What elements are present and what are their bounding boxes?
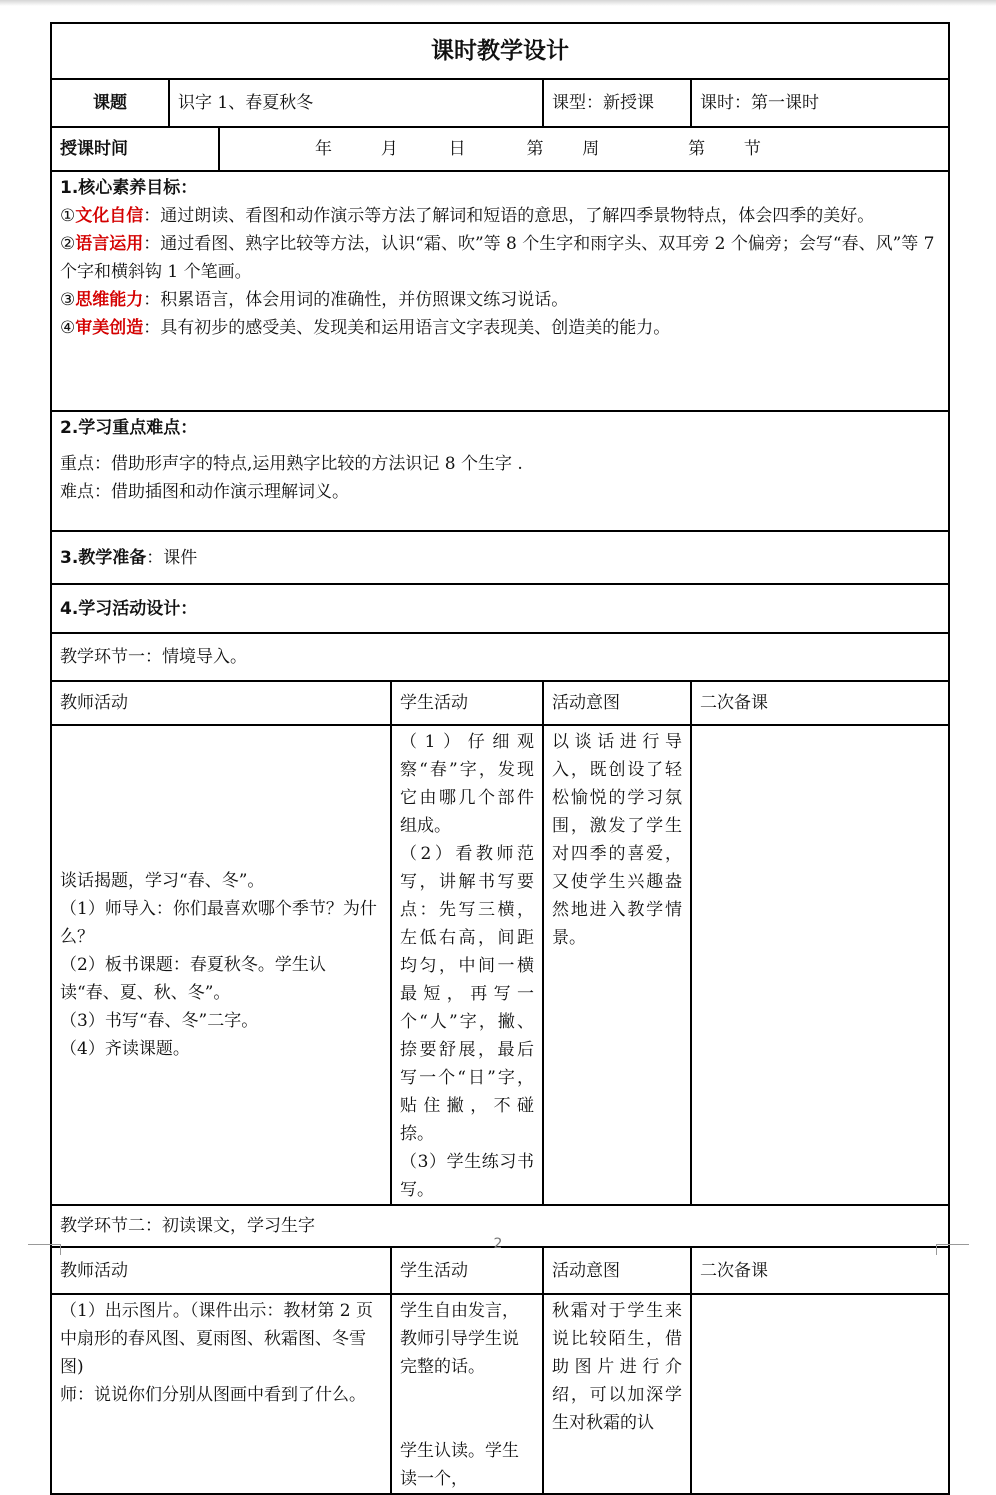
stage-two-title: 教学环节二：初读课文，学习生字	[51, 1205, 949, 1247]
stage-two-student-activity	[391, 1294, 543, 1494]
teacher-step: （2）板书课题：春夏秋冬。学生认读“春、夏、秋、冬”。	[60, 955, 326, 1003]
page-top-shadow	[0, 0, 996, 6]
teacher-step: 谈话揭题，学习“春、冬”。	[60, 871, 265, 891]
objective-item: ③思维能力：积累语言，体会用词的准确性，并仿照课文练习说话。	[60, 290, 569, 310]
time-week-prefix: 第	[526, 139, 544, 159]
student-step: （2）看教师范写，讲解书写要点：先写三横，左低右高，间距均匀，中间一横最短，再写一个“人”字，撇、捺要舒展，最后写一个“日”字，贴住撇，不碰捺。	[400, 844, 534, 1144]
stage-two-header-intent: 活动意图	[543, 1247, 691, 1294]
time-label: 授课时间	[51, 127, 219, 171]
student-step: 学生自由发言，教师引导学生说完整的话。	[400, 1301, 519, 1377]
lesson-period: 课时：第一课时	[691, 79, 949, 127]
preparation-section	[51, 531, 949, 584]
stage-two-second-prep	[691, 1294, 949, 1494]
topic-label: 课题	[51, 79, 169, 127]
stage-one-header-student: 学生活动	[391, 681, 543, 725]
stage-two-header-teacher: 教师活动	[51, 1247, 391, 1294]
time-section-prefix: 第	[688, 139, 706, 159]
student-step: 学生认读。学生读一个，	[400, 1441, 519, 1489]
objective-keyword: 语言运用	[75, 234, 144, 254]
document-page	[50, 22, 948, 1489]
preparation-value: ：课件	[146, 547, 198, 568]
activity-design-heading: 4.学习活动设计：	[51, 584, 949, 633]
stage-one-intent: 以谈话进行导入，既创设了轻松愉悦的学习氛围，激发了学生对四季的喜爱，又使学生兴趣盎然地进入教学情景。	[543, 725, 691, 1205]
stage-one-header-second: 二次备课	[691, 681, 949, 725]
objectives-heading: 1.核心素养目标：	[60, 178, 198, 198]
teacher-step: （1）师导入：你们最喜欢哪个季节？为什么？	[60, 899, 377, 947]
student-step: （1）仔细观察“春”字，发现它由哪几个部件组成。	[400, 732, 534, 836]
lesson-plan-table	[50, 22, 950, 1495]
stage-one-header-teacher: 教师活动	[51, 681, 391, 725]
objective-item: ②语言运用：通过看图、熟字比较等方法，认识“霜、吹”等 8 个生字和雨字头、双耳旁 2 个偏旁；会写“春、风”等 7 个字和横斜钩 1 个笔画。	[60, 234, 935, 282]
teacher-step: （4）齐读课题。	[60, 1039, 190, 1059]
core-objectives-section	[51, 171, 949, 411]
stage-two-header-student: 学生活动	[391, 1247, 543, 1294]
stage-one-title: 教学环节一：情境导入。	[51, 633, 949, 681]
objective-keyword: 审美创造	[75, 318, 144, 338]
key-point-focus: 重点：借助形声字的特点,运用熟字比较的方法识记 8 个生字 .	[60, 454, 523, 474]
stage-two-teacher-activity	[51, 1294, 391, 1494]
time-section-suffix: 节	[743, 139, 761, 159]
time-year: 年	[315, 139, 332, 159]
page-corner-mark-right	[936, 1244, 969, 1255]
stage-one-second-prep	[691, 725, 949, 1205]
objective-keyword: 思维能力	[75, 290, 144, 310]
page-number: 2	[493, 1236, 503, 1252]
topic-value: 识字 1、春夏秋冬	[169, 79, 543, 127]
teacher-step: 师：说说你们分别从图画中看到了什么。	[60, 1385, 366, 1405]
stage-two-header-second: 二次备课	[691, 1247, 949, 1294]
stage-one-teacher-activity	[51, 725, 391, 1205]
time-day: 日	[448, 139, 466, 159]
page-title: 课时教学设计	[51, 23, 949, 79]
time-week-suffix: 周	[582, 139, 600, 159]
teacher-step: （3）书写“春、冬”二字。	[60, 1011, 259, 1031]
lesson-type: 课型：新授课	[543, 79, 691, 127]
preparation-heading: 3.教学准备	[60, 547, 147, 568]
stage-one-student-activity	[391, 725, 543, 1205]
teacher-step: （1）出示图片。（课件出示：教材第 2 页中扇形的春风图、夏雨图、秋霜图、冬雪图)	[60, 1301, 373, 1377]
stage-two-intent: 秋霜对于学生来说比较陌生，借助图片进行介绍，可以加深学生对秋霜的认	[543, 1294, 691, 1494]
student-step: （3）学生练习书写。	[400, 1152, 534, 1200]
objective-item: ④审美创造：具有初步的感受美、发现美和运用语言文字表现美、创造美的能力。	[60, 318, 671, 338]
objective-keyword: 文化自信	[75, 206, 144, 226]
time-value	[219, 127, 949, 171]
key-points-heading: 2.学习重点难点：	[60, 418, 198, 438]
stage-one-header-intent: 活动意图	[543, 681, 691, 725]
key-points-section	[51, 411, 949, 531]
objective-item: ①文化自信：通过朗读、看图和动作演示等方法了解词和短语的意思，了解四季景物特点，体会四季的美好。	[60, 206, 875, 226]
key-point-difficulty: 难点：借助插图和动作演示理解词义。	[60, 482, 349, 502]
time-month: 月	[380, 139, 398, 159]
